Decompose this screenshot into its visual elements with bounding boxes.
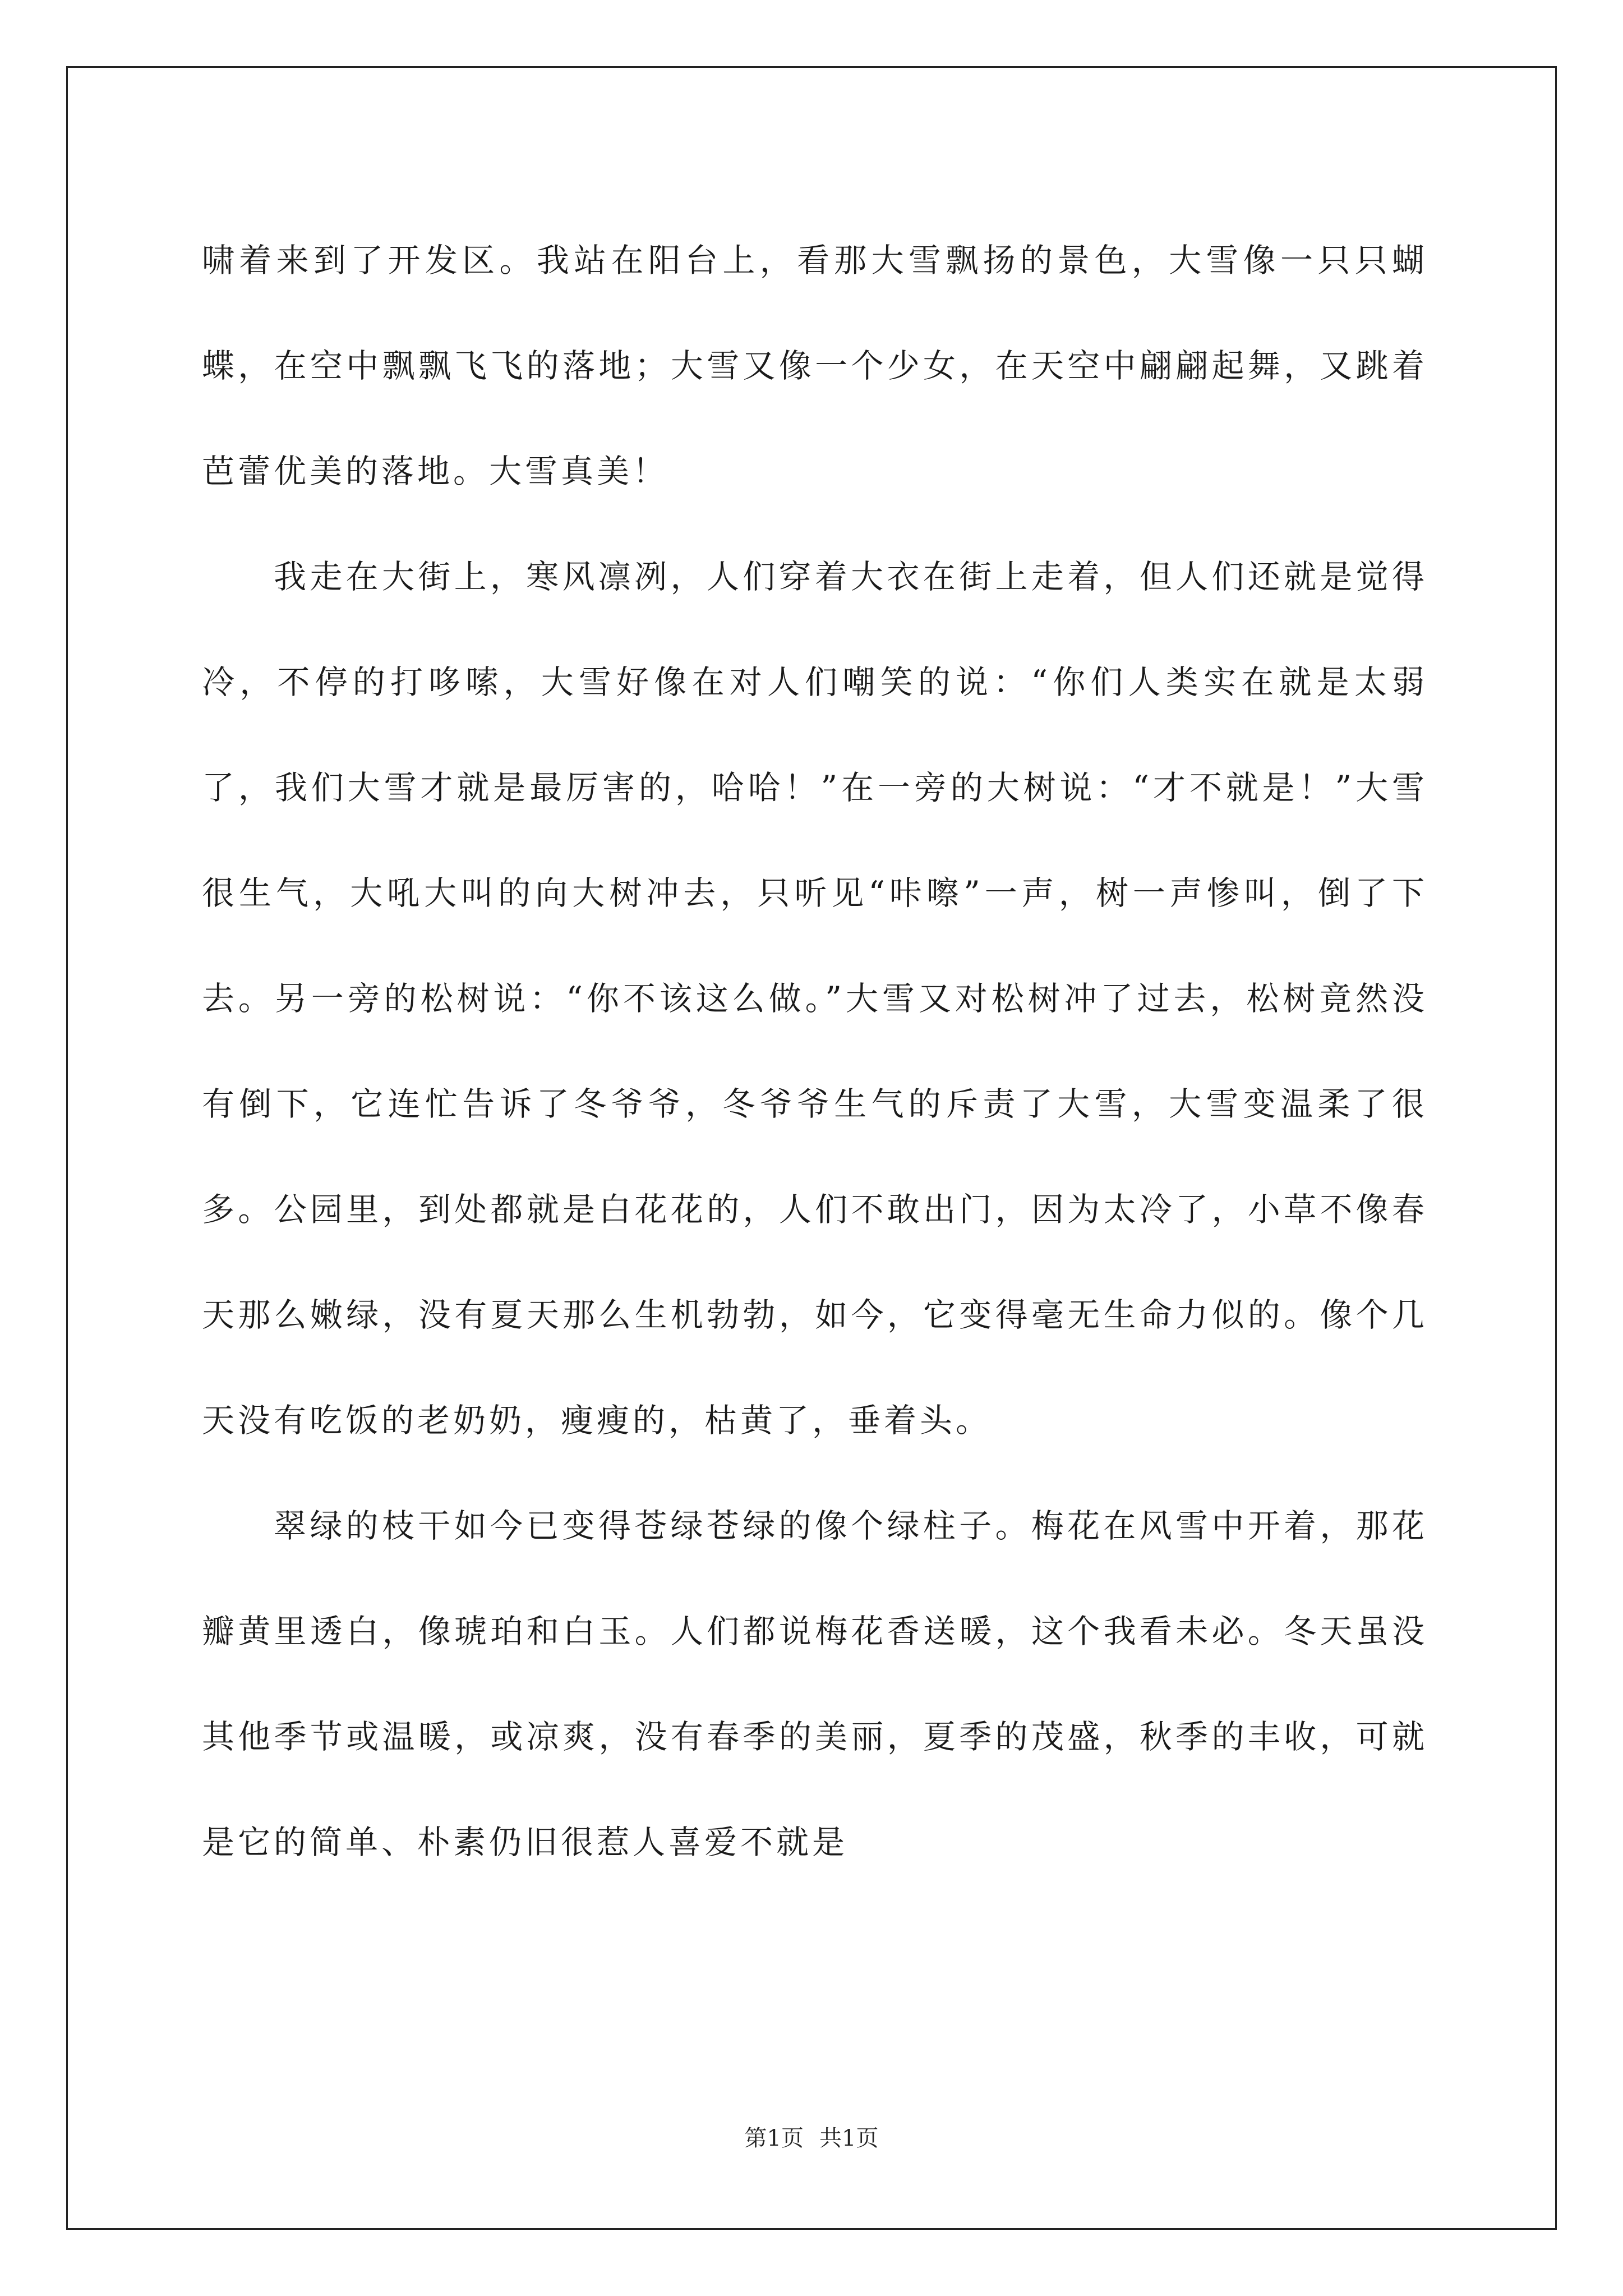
document-body <box>202 208 1428 1895</box>
paragraph-2: 我走在大街上，寒风凛冽，人们穿着大衣在街上走着，但人们还就是觉得冷，不停的打哆嗦，大雪好像在对人们嘲笑的说：“你们人类实在就是太弱了，我们大雪才就是最厉害的，哈哈！”在一旁的大树说：“才不就是！”大雪很生气，大吼大叫的向大树冲去，只听见“咔嚓”一声，树一声惨叫，倒了下去。另一旁的松树说：“你不该这么做。”大雪又对松树冲了过去，松树竟然没有倒下，它连忙告诉了冬爷爷，冬爷爷生气的斥责了大雪，大雪变温柔了很多。公园里，到处都就是白花花的，人们不敢出门，因为太冷了，小草不像春天那么嫩绿，没有夏天那么生机勃勃，如今，它变得毫无生命力似的。像个几天没有吃饭的老奶奶，瘦瘦的，枯黄了，垂着头。 <box>202 558 1428 1439</box>
page-number-current: 第1页 <box>744 2125 804 2151</box>
page-footer <box>0 2120 1623 2152</box>
page-number-total: 共1页 <box>819 2125 879 2151</box>
paragraph-3: 翠绿的枝干如今已变得苍绿苍绿的像个绿柱子。梅花在风雪中开着，那花瓣黄里透白，像琥珀和白玉。人们都说梅花香送暖，这个我看未必。冬天虽没其他季节或温暖，或凉爽，没有春季的美丽，夏季的茂盛，秋季的丰收，可就是它的简单、朴素仍旧很惹人喜爱不就是 <box>202 1507 1428 1861</box>
paragraph-1: 啸着来到了开发区。我站在阳台上，看那大雪飘扬的景色，大雪像一只只蝴蝶，在空中飘飘飞飞的落地；大雪又像一个少女，在天空中翩翩起舞，又跳着芭蕾优美的落地。大雪真美！ <box>202 241 1428 490</box>
